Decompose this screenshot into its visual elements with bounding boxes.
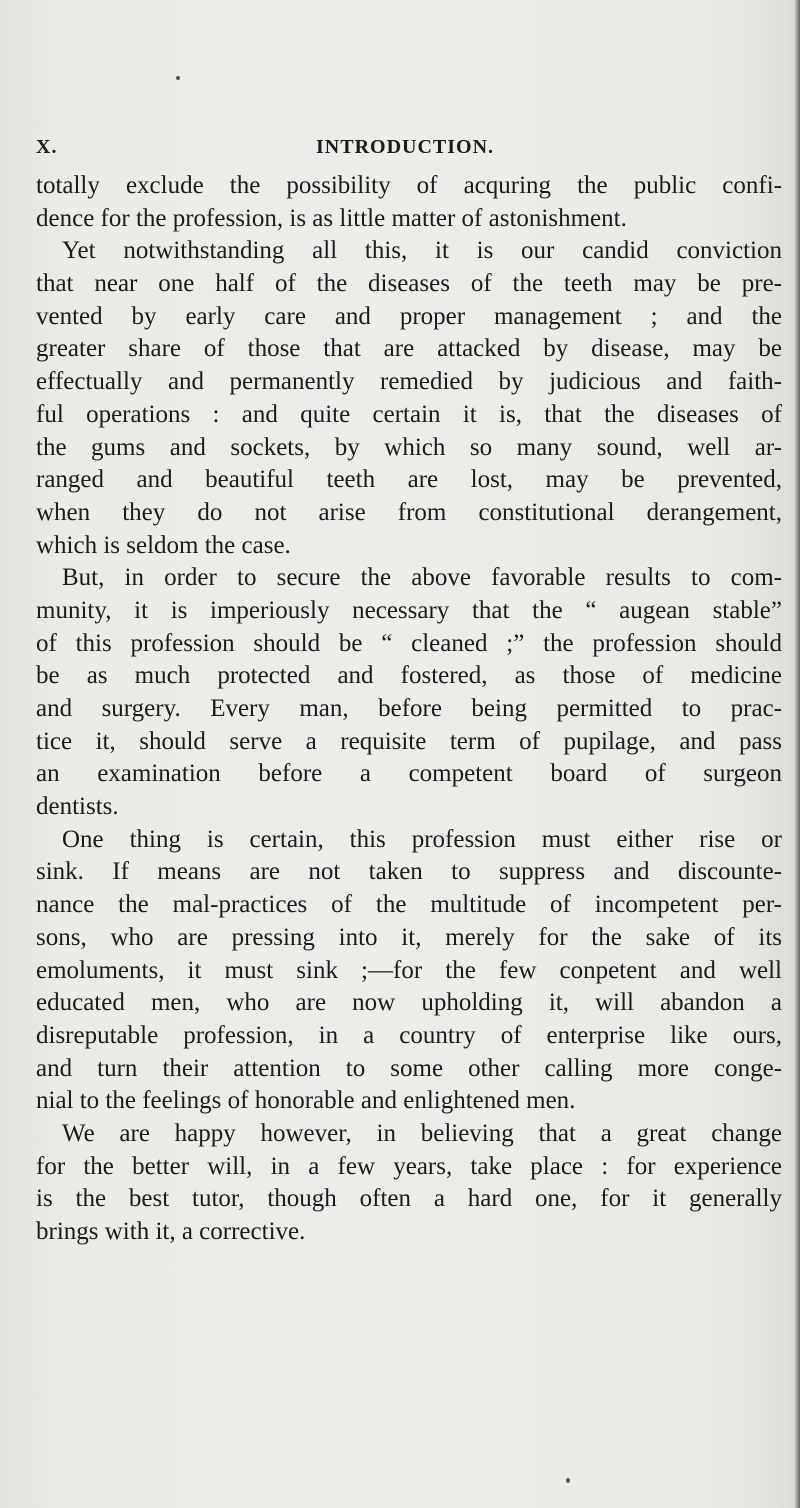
- body-text: [36, 170, 782, 1249]
- text-line: We are happy however, in believing that a great change: [62, 1119, 782, 1147]
- text-line: for the better will, in a few years, take place : for experience: [36, 1152, 782, 1180]
- text-line: and turn their attention to some other calling more conge-: [36, 1054, 782, 1082]
- ink-speck: [176, 76, 180, 80]
- text-line: sink. If means are not taken to suppress and discounte-: [36, 858, 782, 886]
- text-line: One thing is certain, this profession must either rise or: [62, 825, 782, 853]
- text-line: ranged and beautiful teeth are lost, may be prevented,: [36, 466, 782, 494]
- text-line: But, in order to secure the above favorable results to com-: [62, 564, 782, 592]
- running-head: INTRODUCTION.: [316, 136, 495, 158]
- text-line: munity, it is imperiously necessary that the “ augean stable”: [36, 596, 782, 624]
- text-line: and surgery. Every man, before being permitted to prac-: [36, 695, 782, 722]
- text-line: Yet notwithstanding all this, it is our candid conviction: [62, 237, 782, 265]
- text-line: dentists.: [36, 793, 119, 821]
- text-line: be as much protected and fostered, as those of medicine: [36, 662, 782, 690]
- text-line: emoluments, it must sink ;—for the few conpetent and well: [36, 956, 782, 984]
- text-line: when they do not arise from constitutional derangement,: [36, 498, 782, 526]
- text-line: sons, who are pressing into it, merely for the sake of its: [36, 923, 782, 951]
- text-line: that near one half of the diseases of the teeth may be pre-: [36, 270, 782, 298]
- text-line: vented by early care and proper management ; and the: [36, 302, 782, 330]
- text-line: nance the mal-practices of the multitude of incompetent per-: [36, 891, 782, 919]
- page-header: [36, 136, 776, 166]
- text-line: ful operations : and quite certain it is, that the diseases of: [36, 400, 782, 428]
- text-line: nial to the feelings of honorable and enlightened men.: [36, 1087, 576, 1115]
- page-number: X.: [36, 136, 58, 158]
- text-line: of this profession should be “ cleaned ;” the profession should: [36, 629, 782, 657]
- text-line: totally exclude the possibility of acquring the public confi-: [36, 172, 782, 199]
- text-line: effectually and permanently remedied by judicious and faith-: [36, 368, 782, 396]
- text-line: which is seldom the case.: [36, 531, 291, 559]
- text-line: an examination before a competent board of surgeon: [36, 760, 782, 788]
- text-line: the gums and sockets, by which so many sound, well ar-: [36, 433, 782, 461]
- text-line: dence for the profession, is as little matter of astonishment.: [36, 204, 627, 232]
- text-line: is the best tutor, though often a hard one, for it generally: [36, 1185, 782, 1213]
- text-line: tice it, should serve a requisite term of pupilage, and pass: [36, 727, 782, 755]
- ink-speck: [566, 1478, 570, 1483]
- text-line: educated men, who are now upholding it, will abandon a: [36, 989, 782, 1017]
- text-line: disreputable profession, in a country of enterprise like ours,: [36, 1021, 782, 1049]
- text-line: greater share of those that are attacked by disease, may be: [36, 335, 782, 363]
- text-line: brings with it, a corrective.: [36, 1218, 306, 1245]
- page-edge-shadow: [794, 0, 800, 1508]
